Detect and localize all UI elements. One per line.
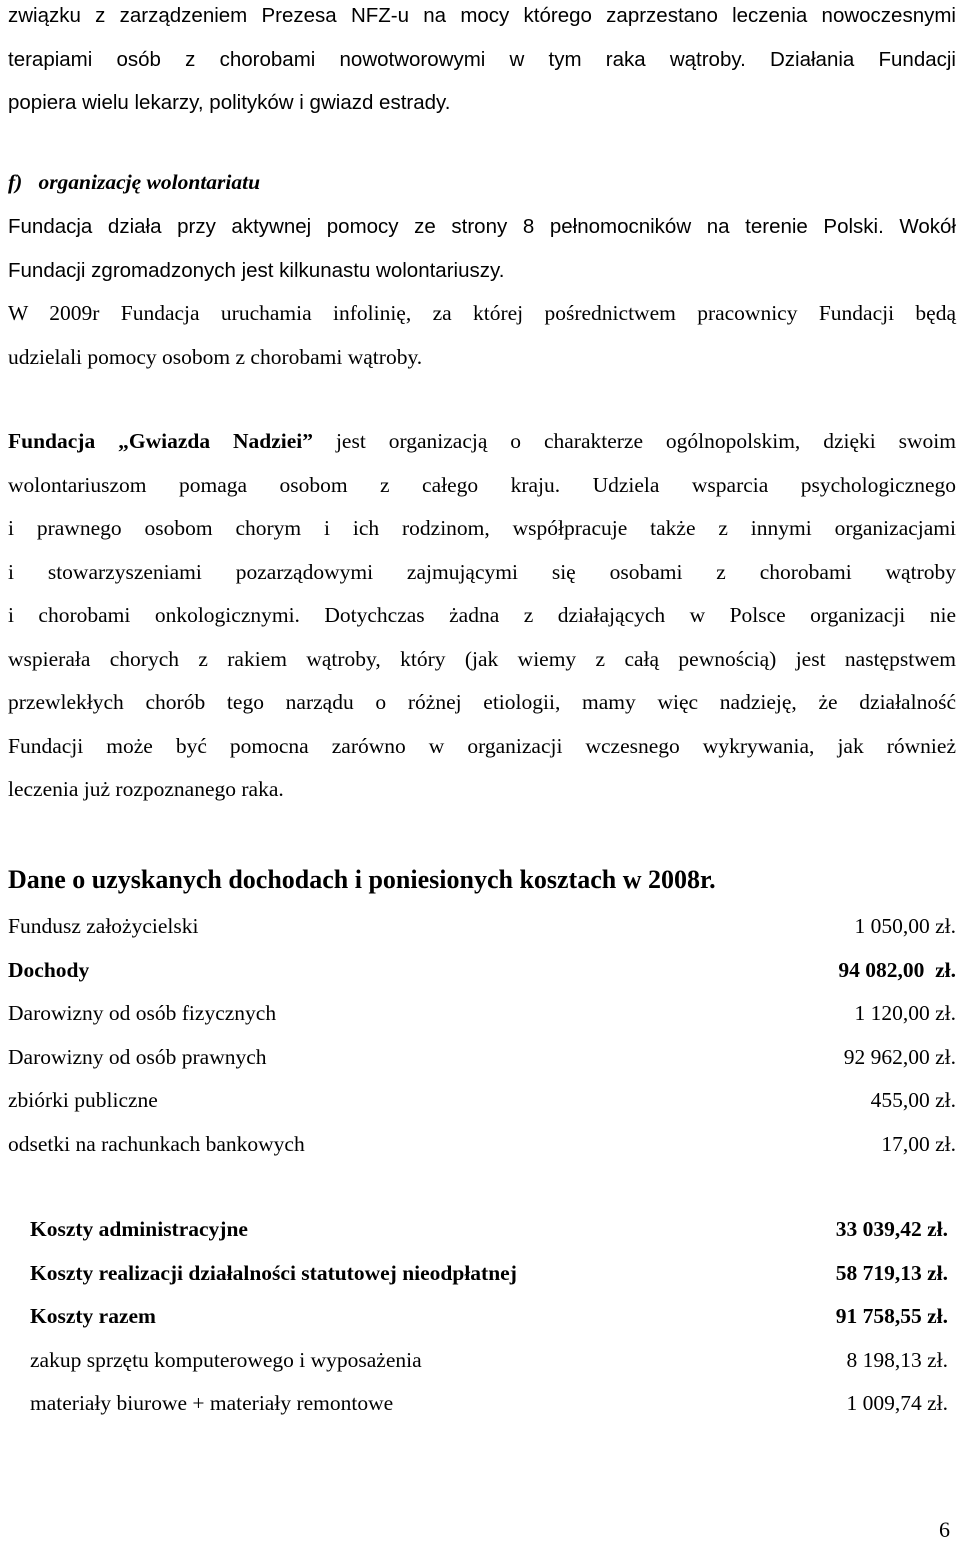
table-row <box>30 1252 948 1296</box>
page-number: 6 <box>939 1517 950 1542</box>
volunteers-paragraph <box>8 205 956 292</box>
about-line-6: wspierała chorych z rakiem wątroby, który (jak wiemy z całą pewnością) jest następstwem <box>8 646 956 671</box>
income-table <box>8 905 956 1166</box>
about-line-1-rest: jest organizacją o charakterze ogólnopolskim, dzięki swoim <box>313 429 956 453</box>
infoline-line-2: udzielali pomocy osobom z chorobami wątroby. <box>8 344 423 369</box>
intro-paragraph <box>8 0 956 125</box>
row-value: 92 962,00 zł. <box>843 1044 956 1069</box>
row-label: Koszty razem <box>30 1304 156 1329</box>
intro-line-3: popiera wielu lekarzy, polityków i gwiazd estrady. <box>8 91 451 114</box>
table-row <box>8 1079 956 1123</box>
row-value: 1 120,00 zł. <box>854 1001 956 1026</box>
row-label: odsetki na rachunkach bankowych <box>8 1131 305 1156</box>
table-row <box>30 1382 948 1426</box>
table-row <box>8 1036 956 1080</box>
section-f-heading <box>8 161 956 205</box>
volunteers-line-1: Fundacja działa przy aktywnej pomocy ze strony 8 pełnomocników na terenie Polski. Wokół <box>8 215 956 238</box>
row-value: 455,00 zł. <box>870 1088 956 1113</box>
row-value: 8 198,13 zł. <box>846 1347 948 1372</box>
about-line-1 <box>8 420 956 464</box>
volunteers-line-2: Fundacji zgromadzonych jest kilkunastu wolontariuszy. <box>8 258 505 282</box>
about-paragraph <box>8 420 956 812</box>
row-value: 94 082,00 zł. <box>838 957 956 982</box>
financial-heading: Dane o uzyskanych dochodach i poniesionych kosztach w 2008r. <box>8 865 716 894</box>
table-row <box>8 949 956 993</box>
foundation-name: Fundacja „Gwiazda Nadziei” <box>8 429 314 453</box>
table-row <box>8 992 956 1036</box>
row-value: 33 039,42 zł. <box>835 1217 948 1242</box>
table-row <box>30 1339 948 1383</box>
about-line-9: leczenia już rozpoznanego raka. <box>8 777 284 801</box>
intro-line-1: związku z zarządzeniem Prezesa NFZ-u na mocy którego zaprzestano leczenia nowoczesnymi <box>8 4 956 27</box>
row-label: zbiórki publiczne <box>8 1088 158 1113</box>
about-line-2: wolontariuszom pomaga osobom z całego kraju. Udziela wsparcia psychologicznego <box>8 472 956 497</box>
row-value: 17,00 zł. <box>881 1131 956 1156</box>
infoline-line-1: W 2009r Fundacja uruchamia infolinię, za której pośrednictwem pracownicy Fundacji będą <box>8 301 956 325</box>
about-line-3: i prawnego osobom chorym i ich rodzinom, współpracuje także z innymi organizacjami <box>8 516 956 540</box>
table-row <box>8 1123 956 1167</box>
intro-line-2: terapiami osób z chorobami nowotworowymi w tym raka wątroby. Działania Fundacji <box>8 47 956 71</box>
row-label: zakup sprzętu komputerowego i wyposażenia <box>30 1347 422 1372</box>
row-label: Koszty realizacji działalności statutowej nieodpłatnej <box>30 1260 517 1285</box>
row-label: Koszty administracyjne <box>30 1217 248 1242</box>
costs-table <box>30 1208 948 1426</box>
infoline-paragraph <box>8 292 956 379</box>
about-line-7: przewlekłych chorób tego narządu o różnej etiologii, mamy więc nadzieję, że działalność <box>8 690 956 714</box>
section-f-title: f) organizację wolontariatu <box>8 170 261 194</box>
about-line-8: Fundacji może być pomocna zarówno w organizacji wczesnego wykrywania, jak również <box>8 733 956 758</box>
row-label: materiały biurowe + materiały remontowe <box>30 1391 394 1416</box>
row-label: Fundusz założycielski <box>8 914 199 939</box>
table-row <box>8 905 956 949</box>
row-label: Darowizny od osób fizycznych <box>8 1001 277 1026</box>
row-value: 1 050,00 zł. <box>854 914 956 939</box>
row-label: Darowizny od osób prawnych <box>8 1044 267 1069</box>
table-row <box>30 1295 948 1339</box>
row-value: 58 719,13 zł. <box>835 1260 948 1285</box>
about-line-5: i chorobami onkologicznymi. Dotychczas żadna z działających w Polsce organizacji nie <box>8 603 956 627</box>
row-value: 91 758,55 zł. <box>835 1304 948 1329</box>
row-value: 1 009,74 zł. <box>846 1391 948 1416</box>
row-label: Dochody <box>8 957 90 982</box>
table-row <box>30 1208 948 1252</box>
about-line-4: i stowarzyszeniami pozarządowymi zajmującymi się osobami z chorobami wątroby <box>8 559 956 584</box>
document-page <box>8 0 956 1542</box>
